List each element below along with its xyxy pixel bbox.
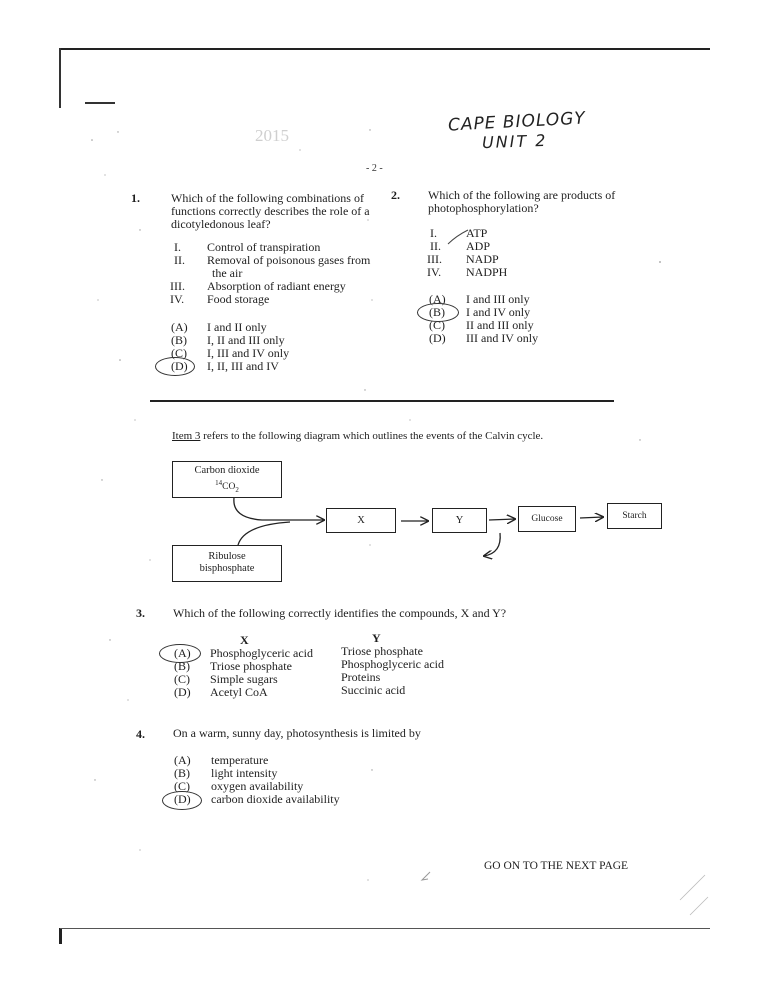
ribulose-label-line1: Ribulose xyxy=(208,551,246,562)
y-return-arrow xyxy=(484,533,500,556)
answer-circle-mark xyxy=(162,791,202,810)
q1-option-letter[interactable]: (B) xyxy=(171,333,187,347)
carbon-dioxide-formula: $^{14}CO_2$ xyxy=(215,479,239,495)
rubp-to-x-arrow xyxy=(238,522,290,545)
q1-option-letter[interactable]: (A) xyxy=(171,320,188,334)
q1-item-numeral: II. xyxy=(174,253,185,267)
starch-label: Starch xyxy=(622,511,647,521)
q3-option-letter[interactable]: (B) xyxy=(174,659,190,673)
q3-option-letter[interactable]: (A) xyxy=(174,646,191,660)
q1-number: 1. xyxy=(131,191,140,205)
q1-option-text: I, II, III and IV xyxy=(207,359,279,373)
diagram-intro-text: refers to the following diagram which outlines the events of the Calvin cycle. xyxy=(203,430,544,442)
q1-option-letter[interactable]: (D) xyxy=(171,359,188,373)
q4-option-text: light intensity xyxy=(211,766,278,780)
q3-number: 3. xyxy=(136,606,145,620)
q2-option-letter[interactable]: (C) xyxy=(429,318,445,332)
page-number: - 2 - xyxy=(366,163,383,174)
q3-option-x: Phosphoglyceric acid xyxy=(210,646,313,660)
q2-option-letter[interactable]: (B) xyxy=(429,305,445,319)
q4-number: 4. xyxy=(136,727,145,741)
q4-stem: On a warm, sunny day, photosynthesis is limited by xyxy=(173,726,421,740)
co2-to-x-arrow xyxy=(234,498,324,520)
q3-option-y: Succinic acid xyxy=(341,683,406,697)
q1-option-text: I, II and III only xyxy=(207,333,285,347)
q1-item-text-continued: the air xyxy=(212,266,243,280)
q2-option-text: I and III only xyxy=(466,292,530,306)
q4-option-letter[interactable]: (A) xyxy=(174,753,191,767)
q3-option-y: Phosphoglyceric acid xyxy=(341,657,444,671)
q2-item-numeral: I. xyxy=(430,226,437,240)
item-reference-link: Item 3 xyxy=(172,430,201,442)
q3-option-letter[interactable]: (D) xyxy=(174,685,191,699)
q3-option-x: Triose phosphate xyxy=(210,659,292,673)
q1-item-text: Food storage xyxy=(207,292,270,306)
q2-option-text: III and IV only xyxy=(466,331,539,345)
answer-circle-mark xyxy=(159,644,201,663)
q2-item-text: ADP xyxy=(466,239,491,253)
glucose-label: Glucose xyxy=(531,514,563,524)
q1-item-text: Removal of poisonous gases from xyxy=(207,253,371,267)
q3-option-x: Acetyl CoA xyxy=(210,685,268,699)
handwritten-course-title: CAPE BIOLOGY xyxy=(447,108,587,136)
q2-item-numeral: III. xyxy=(427,252,442,266)
q2-option-letter[interactable]: (D) xyxy=(429,331,446,345)
q1-item-numeral: I. xyxy=(174,240,181,254)
q1-item-text: Absorption of radiant energy xyxy=(207,279,346,293)
q2-number: 2. xyxy=(391,188,400,202)
q4-option-letter[interactable]: (D) xyxy=(174,792,191,806)
q1-option-text: I and II only xyxy=(207,320,267,334)
q2-item-numeral: II. xyxy=(430,239,441,253)
q1-item-numeral: III. xyxy=(170,279,185,293)
q2-item-text: ATP xyxy=(466,226,488,240)
q2-option-letter[interactable]: (A) xyxy=(429,292,446,306)
compound-x-label: X xyxy=(357,515,365,526)
q2-item-text: NADP xyxy=(466,252,499,266)
q4-option-text: oxygen availability xyxy=(211,779,304,793)
q1-stem-line1: Which of the following combinations of xyxy=(171,191,364,205)
q3-column-x: X xyxy=(240,633,249,647)
ribulose-label-line2: bisphosphate xyxy=(199,563,255,574)
q2-option-text: II and III only xyxy=(466,318,534,332)
q2-option-text: I and IV only xyxy=(466,305,531,319)
q2-item-text: NADPH xyxy=(466,265,508,279)
q1-item-text: Control of transpiration xyxy=(207,240,321,254)
q2-stem-line1: Which of the following are products of xyxy=(428,188,616,202)
next-page-instruction: GO ON TO THE NEXT PAGE xyxy=(484,860,629,872)
q3-option-y: Triose phosphate xyxy=(341,644,423,658)
y-to-glucose-arrow xyxy=(489,519,515,520)
q2-item-numeral: IV. xyxy=(427,265,442,279)
q3-column-y: Y xyxy=(372,631,381,645)
handwritten-unit-label: UNIT 2 xyxy=(481,130,548,153)
q3-option-x: Simple sugars xyxy=(210,672,278,686)
q1-option-letter[interactable]: (C) xyxy=(171,346,187,360)
q2-stem-line2: photophosphorylation? xyxy=(428,201,539,215)
q1-option-text: I, III and IV only xyxy=(207,346,290,360)
q4-option-letter[interactable]: (B) xyxy=(174,766,190,780)
q4-option-text: temperature xyxy=(211,753,269,767)
faded-year-text: 2015 xyxy=(255,126,289,145)
glucose-to-starch-arrow xyxy=(580,517,603,518)
q1-item-numeral: IV. xyxy=(170,292,185,306)
q3-option-letter[interactable]: (C) xyxy=(174,672,190,686)
q4-option-text: carbon dioxide availability xyxy=(211,792,340,806)
q1-stem-line3: dicotyledonous leaf? xyxy=(171,217,271,231)
carbon-dioxide-label: Carbon dioxide xyxy=(194,465,260,476)
q3-stem: Which of the following correctly identifies the compounds, X and Y? xyxy=(173,606,507,620)
q3-option-y: Proteins xyxy=(341,670,381,684)
compound-y-label: Y xyxy=(455,515,464,526)
q1-stem-line2: functions correctly describes the role of a xyxy=(171,204,370,218)
q4-option-letter[interactable]: (C) xyxy=(174,779,190,793)
